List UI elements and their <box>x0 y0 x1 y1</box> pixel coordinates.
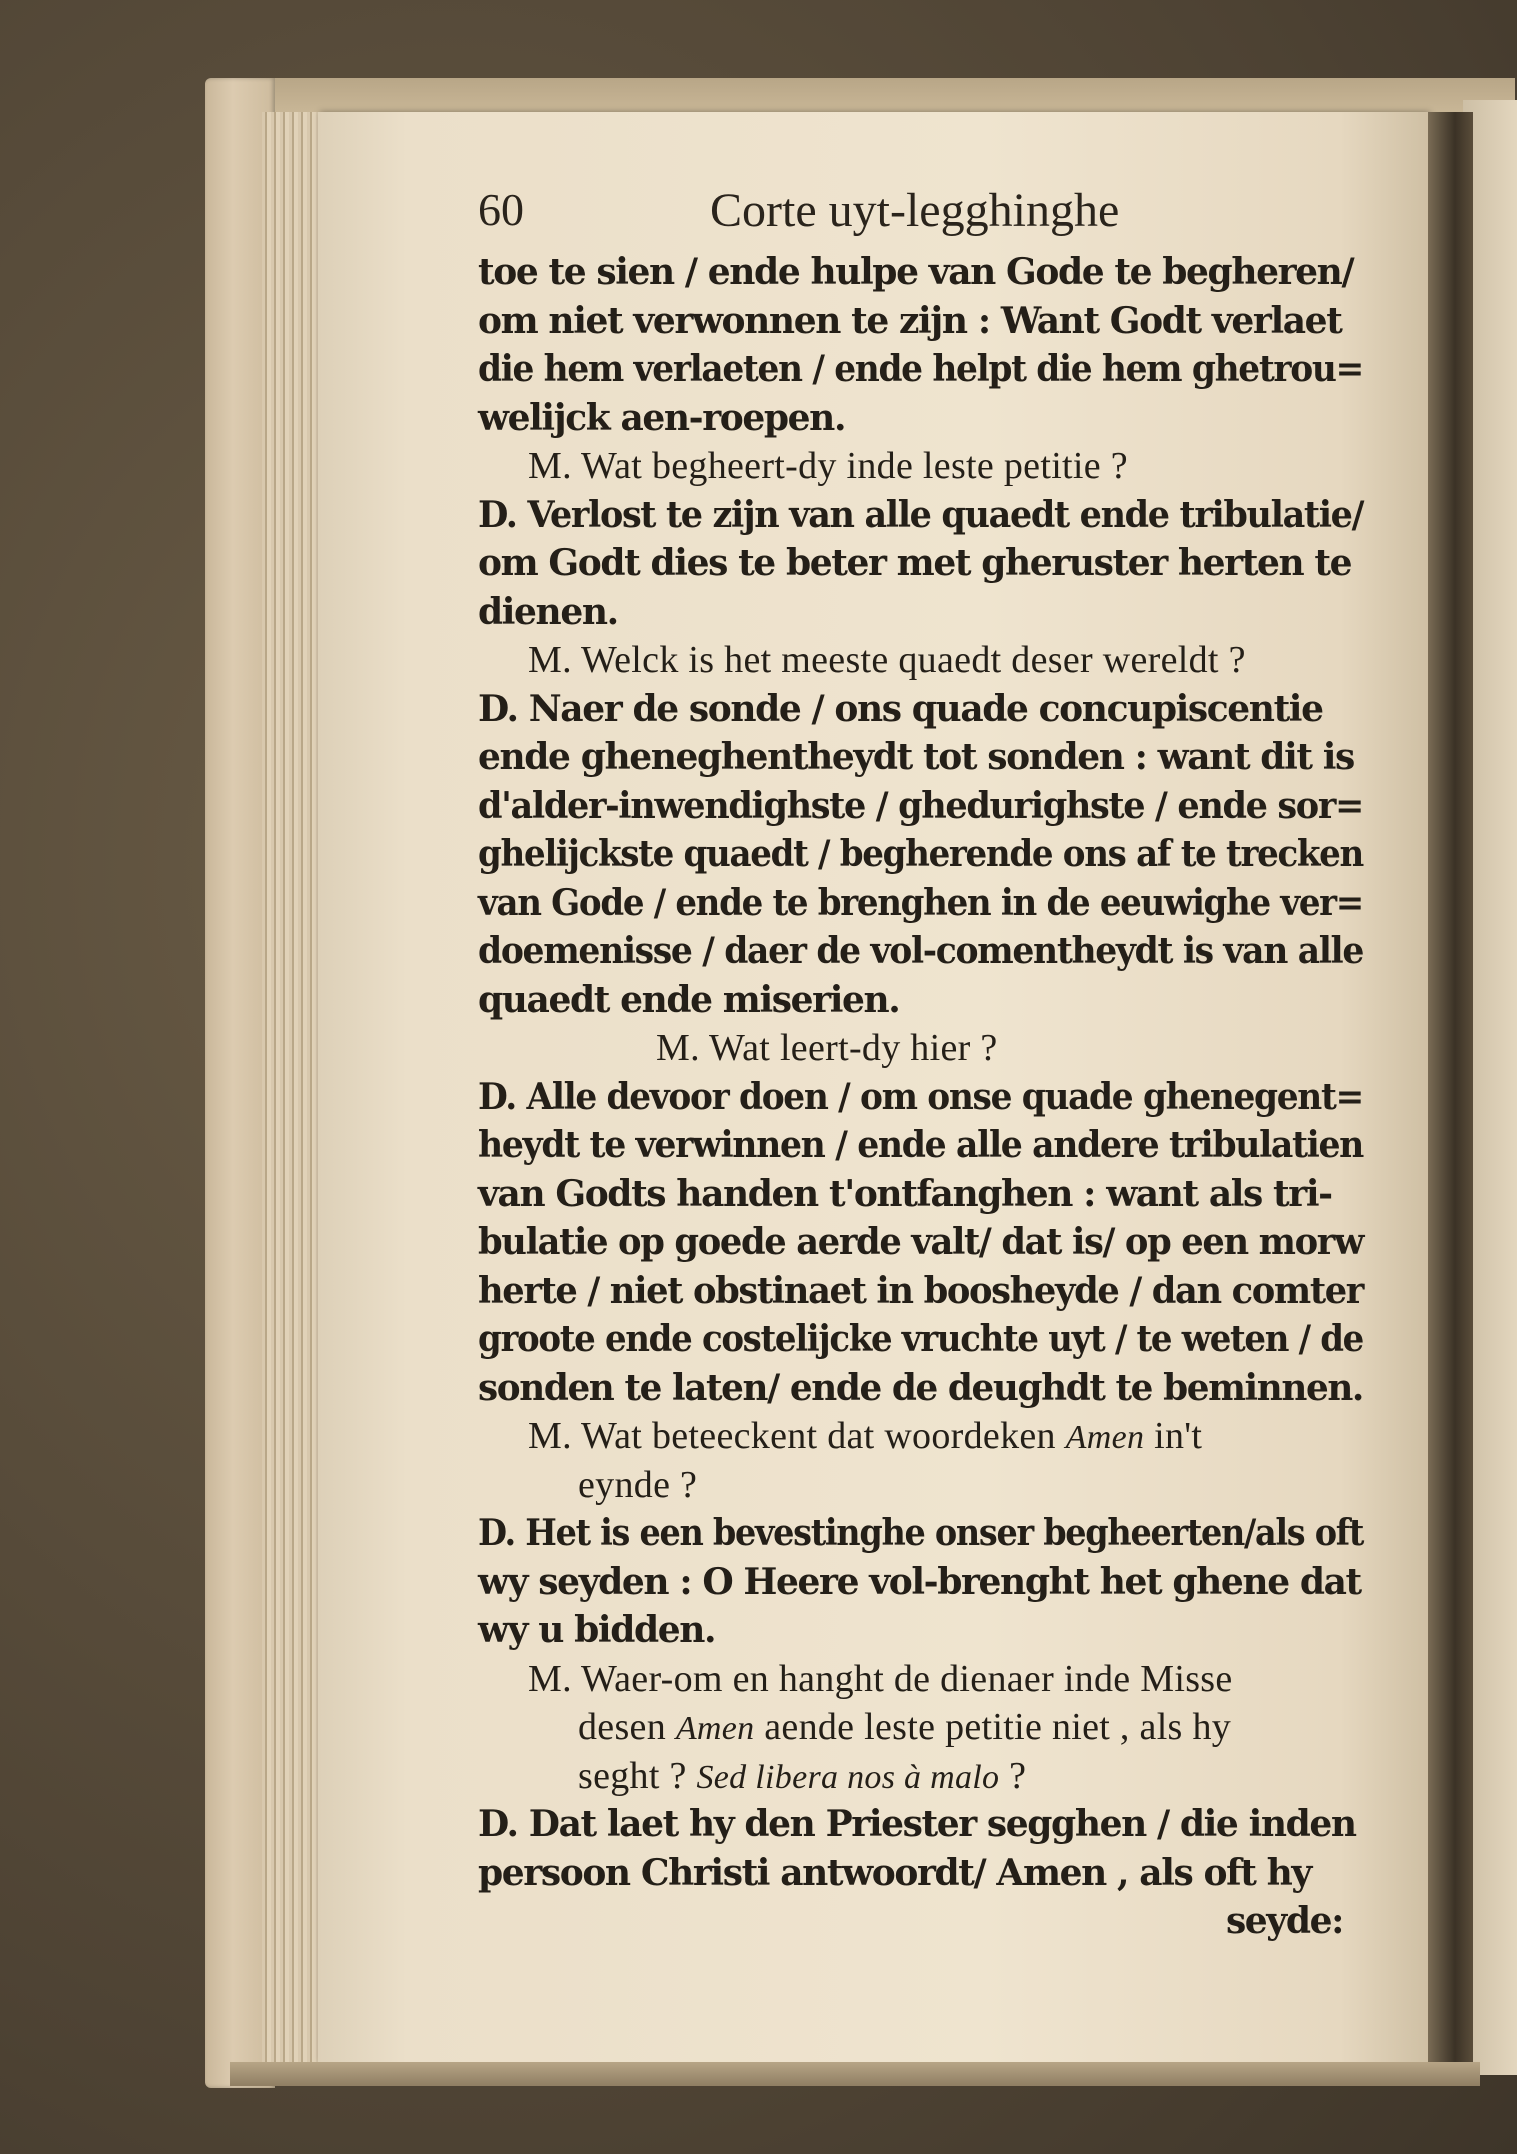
page-number: 60 <box>478 184 524 235</box>
catchword: seyde: <box>1225 1900 1343 1942</box>
text-line: herte / niet obstinaet in boosheyde / dan comter <box>478 1269 1363 1312</box>
text-line: seght ? Sed libera nos à malo ? <box>578 1754 1027 1797</box>
text-line: heydt te verwinnen / ende alle andere tribulatien <box>478 1124 1363 1166</box>
page-edges <box>262 112 322 2072</box>
text-line: wy seyden : O Heere vol-brenght het ghene dat <box>478 1560 1361 1603</box>
text-line: groote ende costelijcke vruchte uyt / te weten / de <box>478 1318 1363 1360</box>
answer-line: D. Dat laet hy den Priester segghen / die inden <box>478 1803 1356 1845</box>
answer-line: D. Alle devoor doen / om onse quade ghenegent= <box>478 1075 1363 1118</box>
text-line: die hem verlaeten / ende helpt die hem ghetrou= <box>478 348 1363 390</box>
text-line: om niet verwonnen te zijn : Want Godt verlaet <box>478 299 1342 342</box>
text-line: wy u bidden. <box>478 1609 716 1651</box>
text-line: eynde ? <box>578 1463 698 1506</box>
text-line: quaedt ende miserien. <box>478 978 900 1021</box>
text-line: van Gode / ende te brenghen in de eeuwighe ver= <box>478 881 1363 924</box>
text-line: om Godt dies te beter met gheruster herten te <box>478 542 1352 584</box>
question-line: M. Wat begheert-dy inde leste petitie ? <box>528 445 1128 487</box>
text-line: ende gheneghentheydt tot sonden : want dit is <box>478 736 1354 778</box>
text-line: sonden te laten/ ende de deughdt te beminnen. <box>478 1366 1363 1409</box>
text-line: toe te sien / ende hulpe van Gode te begheren/ <box>478 251 1354 293</box>
running-title: Corte uyt-legghinghe <box>710 184 1120 237</box>
text-line: persoon Christi antwoordt/ Amen , als oft hy <box>478 1851 1311 1894</box>
question-line: M. Wat beteeckent dat woordeken Amen in't <box>528 1415 1203 1457</box>
text-line: ghelijckste quaedt / begherende ons af te trecken <box>478 833 1363 875</box>
answer-line: D. Naer de sonde / ons quade concupiscentie <box>478 687 1323 730</box>
question-line: M. Waer-om en hanght de dienaer inde Misse <box>528 1657 1233 1700</box>
book-gutter <box>1428 112 1473 2062</box>
page-text <box>478 248 1363 1946</box>
page-header <box>478 183 1358 245</box>
question-line: M. Welck is het meeste quaedt deser wereldt ? <box>528 639 1246 681</box>
text-line: doemenisse / daer de vol-comentheydt is van alle <box>478 930 1363 972</box>
text-line: van Godts handen t'ontfanghen : want als tri- <box>478 1172 1332 1215</box>
text-line: welijck aen-roepen. <box>478 396 846 439</box>
answer-line: D. Het is een bevestinghe onser begheerten/als oft <box>478 1512 1363 1554</box>
text-line: bulatie op goede aerde valt/ dat is/ op een morw <box>478 1221 1363 1263</box>
text-line: d'alder-inwendighste / ghedurighste / ende sor= <box>478 784 1363 827</box>
book-bottom-edge <box>230 2062 1480 2086</box>
text-line: dienen. <box>478 590 618 633</box>
answer-line: D. Verlost te zijn van alle quaedt ende tribulatie/ <box>478 493 1363 536</box>
question-line: M. Wat leert-dy hier ? <box>656 1027 998 1069</box>
text-line: desen Amen aende leste petitie niet , als hy <box>578 1706 1232 1748</box>
